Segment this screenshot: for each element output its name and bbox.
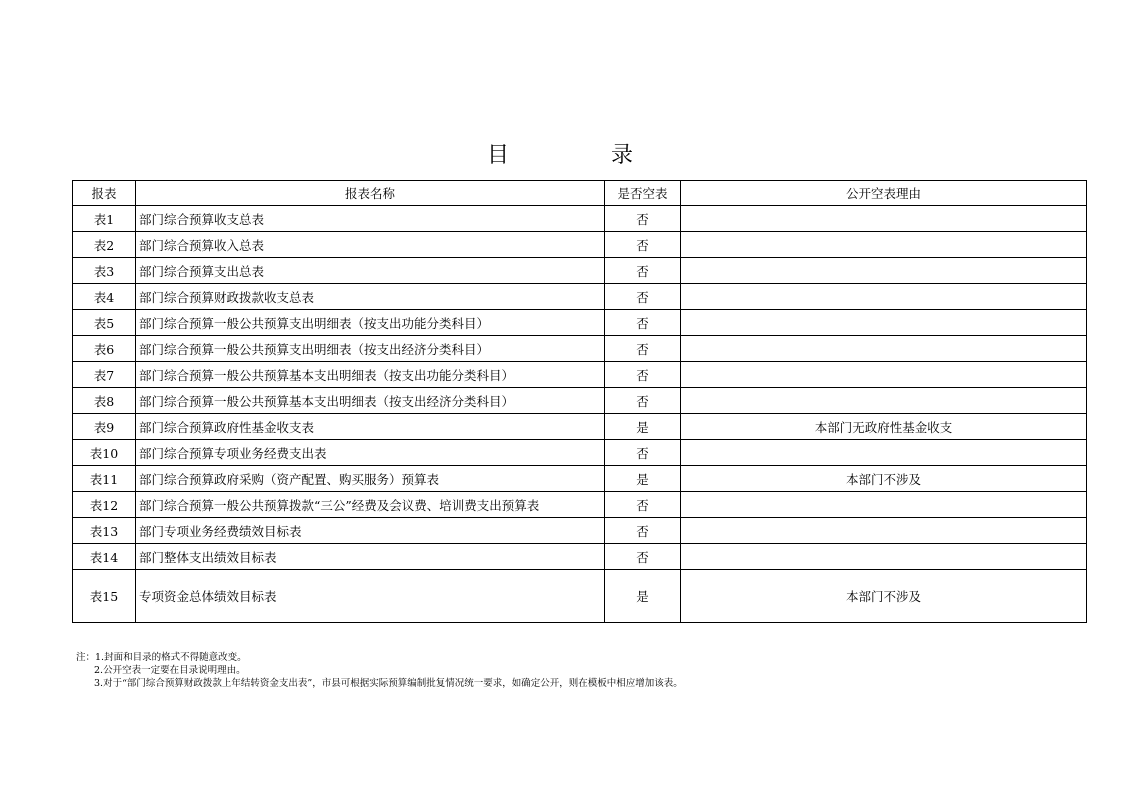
- row-name: 部门综合预算一般公共预算支出明细表（按支出功能分类科目）: [136, 310, 605, 336]
- row-name: 部门综合预算一般公共预算拨款“三公”经费及会议费、培训费支出预算表: [136, 492, 605, 518]
- table-row: [73, 336, 1087, 362]
- row-name: 部门综合预算支出总表: [136, 258, 605, 284]
- table-row: [73, 206, 1087, 232]
- row-code: 表12: [73, 492, 136, 518]
- header-reason: 公开空表理由: [681, 181, 1087, 206]
- row-name: 部门综合预算收入总表: [136, 232, 605, 258]
- row-reason: [681, 388, 1087, 414]
- row-name: 部门整体支出绩效目标表: [136, 544, 605, 570]
- row-code: 表3: [73, 258, 136, 284]
- row-name: 部门综合预算一般公共预算基本支出明细表（按支出经济分类科目）: [136, 388, 605, 414]
- row-empty: 否: [605, 336, 681, 362]
- row-empty: 是: [605, 570, 681, 623]
- row-code: 表14: [73, 544, 136, 570]
- table-row: [73, 570, 1087, 623]
- row-code: 表5: [73, 310, 136, 336]
- row-name: 部门综合预算财政拨款收支总表: [136, 284, 605, 310]
- row-name: 部门综合预算政府采购（资产配置、购买服务）预算表: [136, 466, 605, 492]
- row-name: 部门专项业务经费绩效目标表: [136, 518, 605, 544]
- row-code: 表9: [73, 414, 136, 440]
- row-empty: 否: [605, 206, 681, 232]
- table-row: [73, 466, 1087, 492]
- footnote-1: 注：1.封面和目录的格式不得随意改变。: [76, 652, 247, 663]
- row-code: 表10: [73, 440, 136, 466]
- footnote-2: 2.公开空表一定要在目录说明理由。: [94, 665, 246, 676]
- table-row: [73, 310, 1087, 336]
- header-row: [73, 181, 1087, 206]
- row-reason: 本部门无政府性基金收支: [681, 414, 1087, 440]
- row-reason: [681, 258, 1087, 284]
- row-reason: [681, 440, 1087, 466]
- row-code: 表6: [73, 336, 136, 362]
- table-row: [73, 492, 1087, 518]
- row-reason: [681, 544, 1087, 570]
- row-empty: 否: [605, 518, 681, 544]
- row-reason: [681, 362, 1087, 388]
- row-empty: 否: [605, 232, 681, 258]
- table-row: [73, 518, 1087, 544]
- row-reason: 本部门不涉及: [681, 570, 1087, 623]
- table-row: [73, 258, 1087, 284]
- row-reason: [681, 232, 1087, 258]
- row-name: 部门综合预算政府性基金收支表: [136, 414, 605, 440]
- row-name: 专项资金总体绩效目标表: [136, 570, 605, 623]
- row-empty: 否: [605, 440, 681, 466]
- table-row: [73, 362, 1087, 388]
- row-reason: [681, 518, 1087, 544]
- row-code: 表1: [73, 206, 136, 232]
- row-code: 表2: [73, 232, 136, 258]
- row-empty: 否: [605, 284, 681, 310]
- row-code: 表13: [73, 518, 136, 544]
- table-row: [73, 284, 1087, 310]
- row-reason: [681, 492, 1087, 518]
- row-reason: [681, 284, 1087, 310]
- row-code: 表4: [73, 284, 136, 310]
- table-row: [73, 388, 1087, 414]
- row-name: 部门综合预算一般公共预算基本支出明细表（按支出功能分类科目）: [136, 362, 605, 388]
- contents-table: [72, 180, 1087, 623]
- row-name: 部门综合预算专项业务经费支出表: [136, 440, 605, 466]
- row-reason: [681, 310, 1087, 336]
- row-empty: 否: [605, 362, 681, 388]
- table-row: [73, 232, 1087, 258]
- row-empty: 否: [605, 492, 681, 518]
- header-name: 报表名称: [136, 181, 605, 206]
- row-empty: 否: [605, 388, 681, 414]
- row-empty: 否: [605, 310, 681, 336]
- row-code: 表15: [73, 570, 136, 623]
- row-name: 部门综合预算一般公共预算支出明细表（按支出经济分类科目）: [136, 336, 605, 362]
- row-empty: 否: [605, 258, 681, 284]
- row-empty: 是: [605, 466, 681, 492]
- header-code: 报表: [73, 181, 136, 206]
- footnote-3: 3.对于“部门综合预算财政拨款上年结转资金支出表”，市县可根据实际预算编制批复情况统一要求，如确定公开，则在模板中相应增加该表。: [94, 678, 683, 689]
- table-row: [73, 414, 1087, 440]
- row-empty: 否: [605, 544, 681, 570]
- table-row: [73, 440, 1087, 466]
- table-row: [73, 544, 1087, 570]
- row-reason: 本部门不涉及: [681, 466, 1087, 492]
- row-code: 表7: [73, 362, 136, 388]
- header-empty: 是否空表: [605, 181, 681, 206]
- footnotes: [76, 651, 683, 690]
- row-code: 表8: [73, 388, 136, 414]
- row-empty: 是: [605, 414, 681, 440]
- row-code: 表11: [73, 466, 136, 492]
- row-reason: [681, 336, 1087, 362]
- page-title: 目 录: [486, 143, 673, 168]
- row-name: 部门综合预算收支总表: [136, 206, 605, 232]
- row-reason: [681, 206, 1087, 232]
